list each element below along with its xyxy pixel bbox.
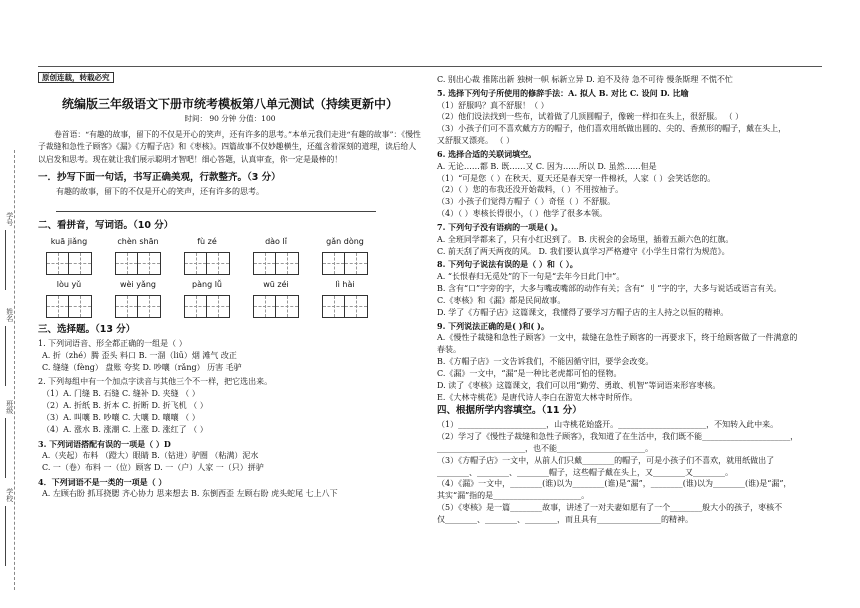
writing-line[interactable]: [56, 199, 376, 212]
fill-line: （4）《漏》一文中，________(谁)以为________(谁)是“漏”，________(谁)以为________(谁)是“漏”，: [437, 479, 792, 489]
question-stem: 5. 选择下列句子所使用的修辞手法：A. 拟人 B. 对比 C. 设问 D. 比喻: [437, 87, 689, 98]
pinyin-item: [314, 280, 376, 318]
binding-label-school: 学校: [5, 488, 14, 502]
question-line: 春装。: [437, 345, 461, 355]
question-line: C.《枣核》和《漏》都是民间故事。: [437, 295, 566, 305]
question-line: E.《大林寺桃花》是唐代诗人李白在游览大林寺时所作。: [437, 392, 638, 402]
pinyin-item: [245, 280, 307, 318]
copy-sentence: 有趣的故事，留下的不仅是开心的笑声，还有许多的思考。: [56, 187, 264, 197]
question-line: C. 缝缝（fèng） 盘账 夸奖 D. 吵嚷（rǎng） 历害 毛驴: [42, 362, 242, 372]
question-line: （1）“可是您（ ）在秋天、夏天还是春天穿一件棉袄，人家（ ）会笑话您的。: [437, 173, 716, 183]
question-line: A.《慢性子裁缝和急性子顾客》一文中，裁缝在急性子顾客的一再要求下，终于给顾客做了一件满意的: [437, 333, 798, 343]
question-stem: 4．下列词语不是一类的一项是（ ）: [38, 476, 167, 487]
fill-line: 仅________、________、________，而且具有________________的精神。: [437, 514, 693, 524]
binding-label-class: 班级: [5, 400, 14, 414]
pinyin-row-2: [38, 280, 422, 318]
question-9: [437, 321, 825, 404]
question-4-continued: C. 别出心裁 推陈出新 独树一帜 标新立异 D. 迫不及待 急不可待 慢条斯理 不慌不忙: [437, 75, 733, 84]
binding-blank: [5, 326, 18, 386]
question-2: [38, 376, 422, 436]
question-line: （2）（ ）您的布我还没开始裁料，（ ）不用按袖子。: [437, 185, 624, 195]
question-line: D. 学了《方帽子店》这篇课文，我懂得了要学习方帽子店的主人持之以恒的精神。: [437, 307, 729, 317]
pinyin-item: [245, 237, 307, 275]
binding-blank: [5, 230, 18, 290]
exam-intro: 卷首语：“有趣的故事，留下的不仅是开心的笑声，还有许多的思考。”本单元我们走进“有趣的故事”：《慢性子裁缝和急性子顾客》《漏》《方帽子店》和《枣核》。四篇故事不仅妙趣横生，还蕴含着深刻的道理，读后给人以启发和思考。现在就让我们展示聪明才智吧！细心答题，认真审查，你一定是最棒的！: [38, 129, 421, 164]
binding-margin: [0, 150, 30, 590]
question-stem: 9. 下列说法正确的是( )和( )。: [437, 320, 549, 331]
question-line: D. 读了《枣核》这篇课文，我们可以用“勤劳、勇敢、机智”等词语来形容枣核。: [437, 380, 721, 390]
pinyin-item: [38, 280, 100, 318]
fill-line: ______________________，也不能______________________。: [437, 443, 653, 453]
char-boxes[interactable]: [314, 252, 376, 275]
pinyin-item: [314, 237, 376, 275]
question-5: [437, 88, 825, 147]
left-column: [38, 72, 422, 500]
question-line: C. 前天刮了两天两夜的风。 D. 我们要认真学习严格遵守《小学生日常行为规范》。: [437, 246, 730, 256]
pinyin-text: pàng lǚ: [192, 279, 222, 289]
section-4-body: [437, 419, 825, 525]
question-line: （3）A. 叫嚷 B. 吵嚷 C. 大嚷 D. 嚷嚷 （ ）: [42, 412, 200, 422]
pinyin-item: [176, 237, 238, 275]
question-stem: 3. 下列词语搭配有误的一项是（ ）D: [38, 438, 171, 449]
question-line: A. 全班同学都来了，只有小红迟到了。 B. 庆祝会的会场里，插着五颜六色的红旗。: [437, 234, 734, 244]
question-7: [437, 222, 825, 257]
char-boxes[interactable]: [314, 295, 376, 318]
question-line: （2）A. 折纸 B. 折本 C. 折断 D. 折飞机 （ ）: [42, 400, 208, 410]
binding-blank: [5, 506, 18, 566]
question-line: C. 一（卷）布料 一（位）顾客 D. 一（户）人家 一（只）拼驴: [42, 462, 264, 472]
char-boxes[interactable]: [176, 295, 238, 318]
pinyin-text: chèn shān: [117, 236, 159, 246]
question-8: [437, 259, 825, 318]
pinyin-text: fù zé: [197, 236, 217, 246]
char-boxes[interactable]: [245, 295, 307, 318]
char-boxes[interactable]: [176, 252, 238, 275]
question-line: （4）A. 涨水 B. 涨潮 C. 上涨 D. 涨红了 （ ）: [42, 424, 208, 434]
section-4-title: 四、根据所学内容填空。（11 分）: [437, 405, 582, 417]
pinyin-text: dào lǐ: [265, 236, 287, 246]
question-stem: 7. 下列句子没有语病的一项是( )。: [437, 221, 563, 232]
binding-blank: [5, 418, 18, 478]
pinyin-item: [107, 280, 169, 318]
binding-label-student-id: 学号: [5, 212, 14, 226]
fill-line: （1）______________________，山寺桃花始盛开。______________________，不知转入此中来。: [437, 420, 779, 430]
question-line: A. “长恨春归无觅处”的下一句是“去年今日此门中”。: [437, 272, 625, 282]
pinyin-text: gǎn dòng: [326, 236, 364, 246]
question-line: A. 无论……都 B. 既……又 C. 因为……所以 D. 虽然……但是: [437, 161, 657, 171]
exam-subtitle: 时间： 90 分钟 分值：100: [184, 114, 276, 124]
question-line: （3）小孩子们可不喜欢戴方方的帽子，他们喜欢用纸做出圆的、尖的、香蕉形的帽子，戴在头上，: [437, 124, 787, 134]
question-line: B.《方帽子店》一文告诉我们，不能因循守旧，要学会改变。: [437, 357, 654, 367]
question-line: A. 左顾右盼 抓耳挠腮 齐心协力 思来想去 B. 东倒西歪 左顾右盼 虎头蛇尾 七上八下: [42, 488, 338, 498]
pinyin-text: lì hài: [335, 279, 355, 289]
pinyin-text: wèi yǎng: [119, 279, 156, 289]
question-stem: 6. 选择合适的关联词填空。: [437, 148, 537, 159]
question-6: [437, 149, 825, 220]
binding-label-name: 姓名: [5, 308, 14, 322]
char-boxes[interactable]: [38, 252, 100, 275]
right-column: [437, 72, 825, 526]
top-divider: [38, 66, 822, 67]
section-3-title: 三、选择题。（13 分）: [38, 323, 136, 335]
pinyin-item: [107, 237, 169, 275]
section-1-title: 一．抄写下面一句话，书写正确美观，行款整齐。（3 分）: [38, 172, 281, 184]
exam-title: 统编版三年级语文下册市统考模板第八单元测试（持续更新中）: [61, 97, 398, 112]
question-line: （2）他们设法找到一些布，试着做了几顶圆帽子，像碗一样扣在头上，很舒服。 （ ）: [437, 112, 744, 122]
question-line: 又舒服又漂亮。 （ ）: [437, 136, 515, 146]
char-boxes[interactable]: [38, 295, 100, 318]
fill-line: ________、________、________帽子，这些帽子戴在头上，又________又________。: [437, 467, 733, 477]
pinyin-text: lòu yǔ: [56, 279, 82, 289]
pinyin-item: [38, 237, 100, 275]
question-stem: 1. 下列词语音、形全都正确的一组是（ ）: [38, 338, 187, 348]
question-4: [38, 476, 422, 500]
question-line: B. 含有“口”字旁的字，大多与嘴或嘴部的动作有关；含有“ 刂 ”字的字，大多与说话或语言有关。: [437, 284, 782, 294]
section-2-title: 二、看拼音，写词语。（10 分）: [38, 220, 174, 232]
question-stem: 8. 下列句子说法有误的是（ ）和（ ）。: [437, 259, 578, 270]
char-boxes[interactable]: [107, 252, 169, 275]
fill-line: （5）《枣核》是一篇________故事，讲述了一对夫妻如愿有了一个________般大小的孩子，枣核不: [437, 503, 783, 513]
question-1: [38, 338, 422, 374]
question-line: A. 折（zhé）腾 歪头 料口 B. 一溜（liū）烟 滩气 改正: [42, 350, 237, 360]
pinyin-row-1: [38, 237, 422, 275]
question-line: （4）（ ）枣核长得很小，（ ）他学了很多本领。: [437, 209, 608, 219]
fill-line: 其实“漏”指的是______________________。: [437, 491, 590, 501]
fill-line: （2）学习了《慢性子裁缝和急性子顾客》，我知道了在生活中，我们既不能______________________，: [437, 432, 799, 442]
question-line: C.《漏》一文中，“漏”是一种比老虎都可怕的怪物。: [437, 368, 622, 378]
char-boxes[interactable]: [245, 252, 307, 275]
question-3: [38, 438, 422, 474]
fill-line: （3）《方帽子店》一文中，从前人们只戴________的帽子，可是小孩子们不喜欢，就用纸做出了: [437, 455, 775, 465]
pinyin-item: [176, 280, 238, 318]
question-line: A.（夹起）布料 （蹬大）眼睛 B.（钻进）驴圈 （粘满）泥水: [42, 450, 259, 460]
copyright-notice: 原创连载，转载必究: [38, 72, 114, 83]
pinyin-text: kuā jiǎng: [50, 236, 88, 246]
pinyin-text: wū zéi: [263, 279, 289, 289]
question-stem: 2. 下列每组中有一个加点字读音与其他三个不一样，把它选出来。: [38, 376, 273, 386]
question-line: （1）舒服吗？真不舒服！（ ）: [437, 100, 549, 110]
char-boxes[interactable]: [107, 295, 169, 318]
question-line: （3）小孩子们觉得方帽子（ ）奇怪（ ）不舒服。: [437, 197, 616, 207]
question-line: （1）A. 门缝 B. 石缝 C. 缝补 D. 夹缝 （ ）: [42, 388, 200, 398]
